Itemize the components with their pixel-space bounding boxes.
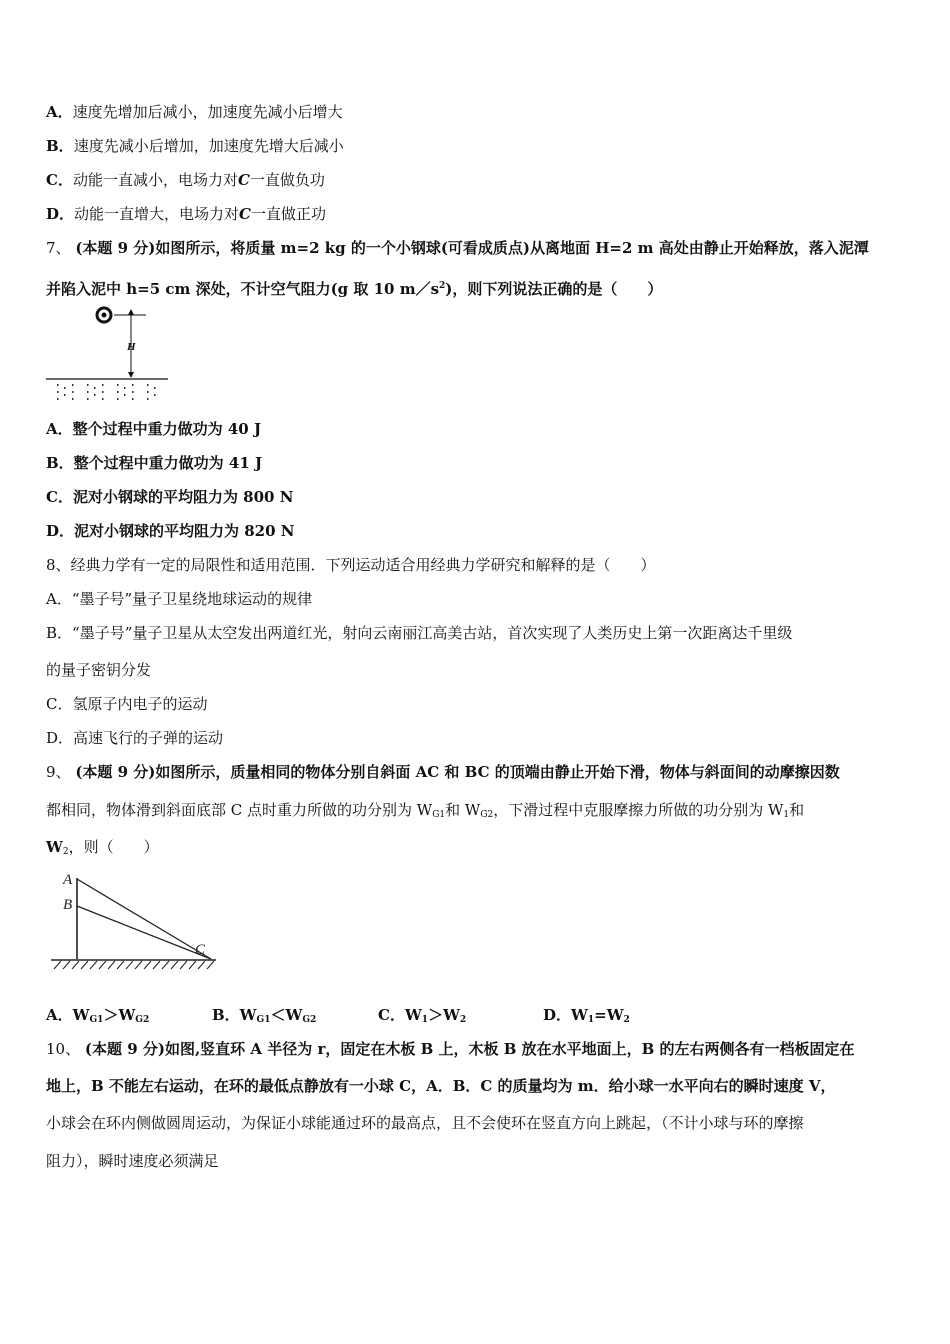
q9-option-a: A．$W_{G1}>W_{G2}$ bbox=[46, 1006, 150, 1025]
q9-option-b: B．$W_{G1}<W_{G2}$ bbox=[212, 1006, 317, 1025]
q9-option-c: C．$W_1>W_2$ bbox=[378, 1006, 467, 1025]
q7-option-b: B．整个过程中重力做功为 41 J bbox=[46, 454, 263, 472]
q8-option-c: C．氢原子内电子的运动 bbox=[46, 695, 208, 713]
q6-option-d: D．动能一直增大，电场力对C一直做正功 bbox=[46, 205, 326, 223]
q7-option-d: D．泥对小钢球的平均阻力为 820 N bbox=[46, 522, 295, 540]
q10-stem-line4: 阻力），瞬时速度必须满足 bbox=[46, 1152, 219, 1170]
point-c-label: C bbox=[195, 942, 206, 958]
q9-stem-line3: $W_2$，则（ ） bbox=[46, 838, 159, 857]
q6-option-b: B．速度先减小后增加，加速度先增大后减小 bbox=[46, 137, 344, 155]
q7-figure bbox=[44, 304, 174, 408]
q9-stem-line2: 都相同，物体滑到斜面底部 C 点时重力所做的功分别为 $W_{G1}$和 $W_{G2}$，下滑过程中克服摩擦力所做的功分别为 $W_1$和 bbox=[46, 801, 805, 820]
q9-option-d: D．$W_1=W_2$ bbox=[543, 1006, 630, 1025]
point-a-label: A bbox=[63, 872, 73, 888]
incline-ac bbox=[77, 879, 211, 959]
q8-option-b-line2: 的量子密钥分发 bbox=[46, 661, 152, 679]
height-label: H bbox=[127, 341, 136, 353]
ground-hatching bbox=[54, 961, 214, 969]
q8-option-d: D．高速飞行的子弹的运动 bbox=[46, 729, 224, 747]
q9-stem-line1: 9、 (本题 9 分)如图所示，质量相同的物体分别自斜面 AC 和 BC 的顶端由静止开始下滑，物体与斜面间的动摩擦因数 bbox=[46, 763, 840, 781]
q9-incline-figure bbox=[46, 866, 220, 976]
q7-stem-line2: 并陷入泥中 h=5 cm 深处，不计空气阻力(g 取 10 $m/s^2$)，则下列说法正确的是（ ） bbox=[46, 280, 663, 298]
q8-stem: 8、经典力学有一定的局限性和适用范围．下列运动适合用经典力学研究和解释的是（ ） bbox=[46, 556, 656, 574]
q6-option-a: A．速度先增加后减小，加速度先减小后增大 bbox=[46, 103, 343, 121]
q10-stem-line1: 10、 (本题 9 分)如图,竖直环 A 半径为 r，固定在木板 B 上，木板 B 放在水平地面上，B 的左右两侧各有一档板固定在 bbox=[46, 1040, 855, 1058]
mud-dots bbox=[57, 384, 156, 400]
q7-option-a: A．整个过程中重力做功为 40 J bbox=[46, 420, 262, 438]
q7-option-c: C．泥对小钢球的平均阻力为 800 N bbox=[46, 488, 294, 506]
q10-stem-line2: 地上，B 不能左右运动，在环的最低点静放有一小球 C，A．B．C 的质量均为 m．给小球一水平向右的瞬时速度 V， bbox=[46, 1077, 836, 1095]
q8-option-a: A．“墨子号”量子卫星绕地球运动的规律 bbox=[46, 590, 313, 608]
q8-option-b-line1: B．“墨子号”量子卫星从太空发出两道红光，射向云南丽江高美古站，首次实现了人类历史上第一次距离达千里级 bbox=[46, 624, 793, 642]
q6-option-c: C．动能一直减小，电场力对C一直做负功 bbox=[46, 171, 325, 189]
point-b-label: B bbox=[63, 897, 73, 913]
q10-stem-line3: 小球会在环内侧做圆周运动，为保证小球能通过环的最高点，且不会使环在竖直方向上跳起，（不计小球与环的摩擦 bbox=[46, 1114, 804, 1132]
q7-stem-line1: 7、 (本题 9 分)如图所示，将质量 m=2 kg 的一个小钢球(可看成质点)从离地面 H=2 m 高处由静止开始释放，落入泥潭 bbox=[46, 239, 869, 257]
incline-bc bbox=[77, 906, 211, 959]
